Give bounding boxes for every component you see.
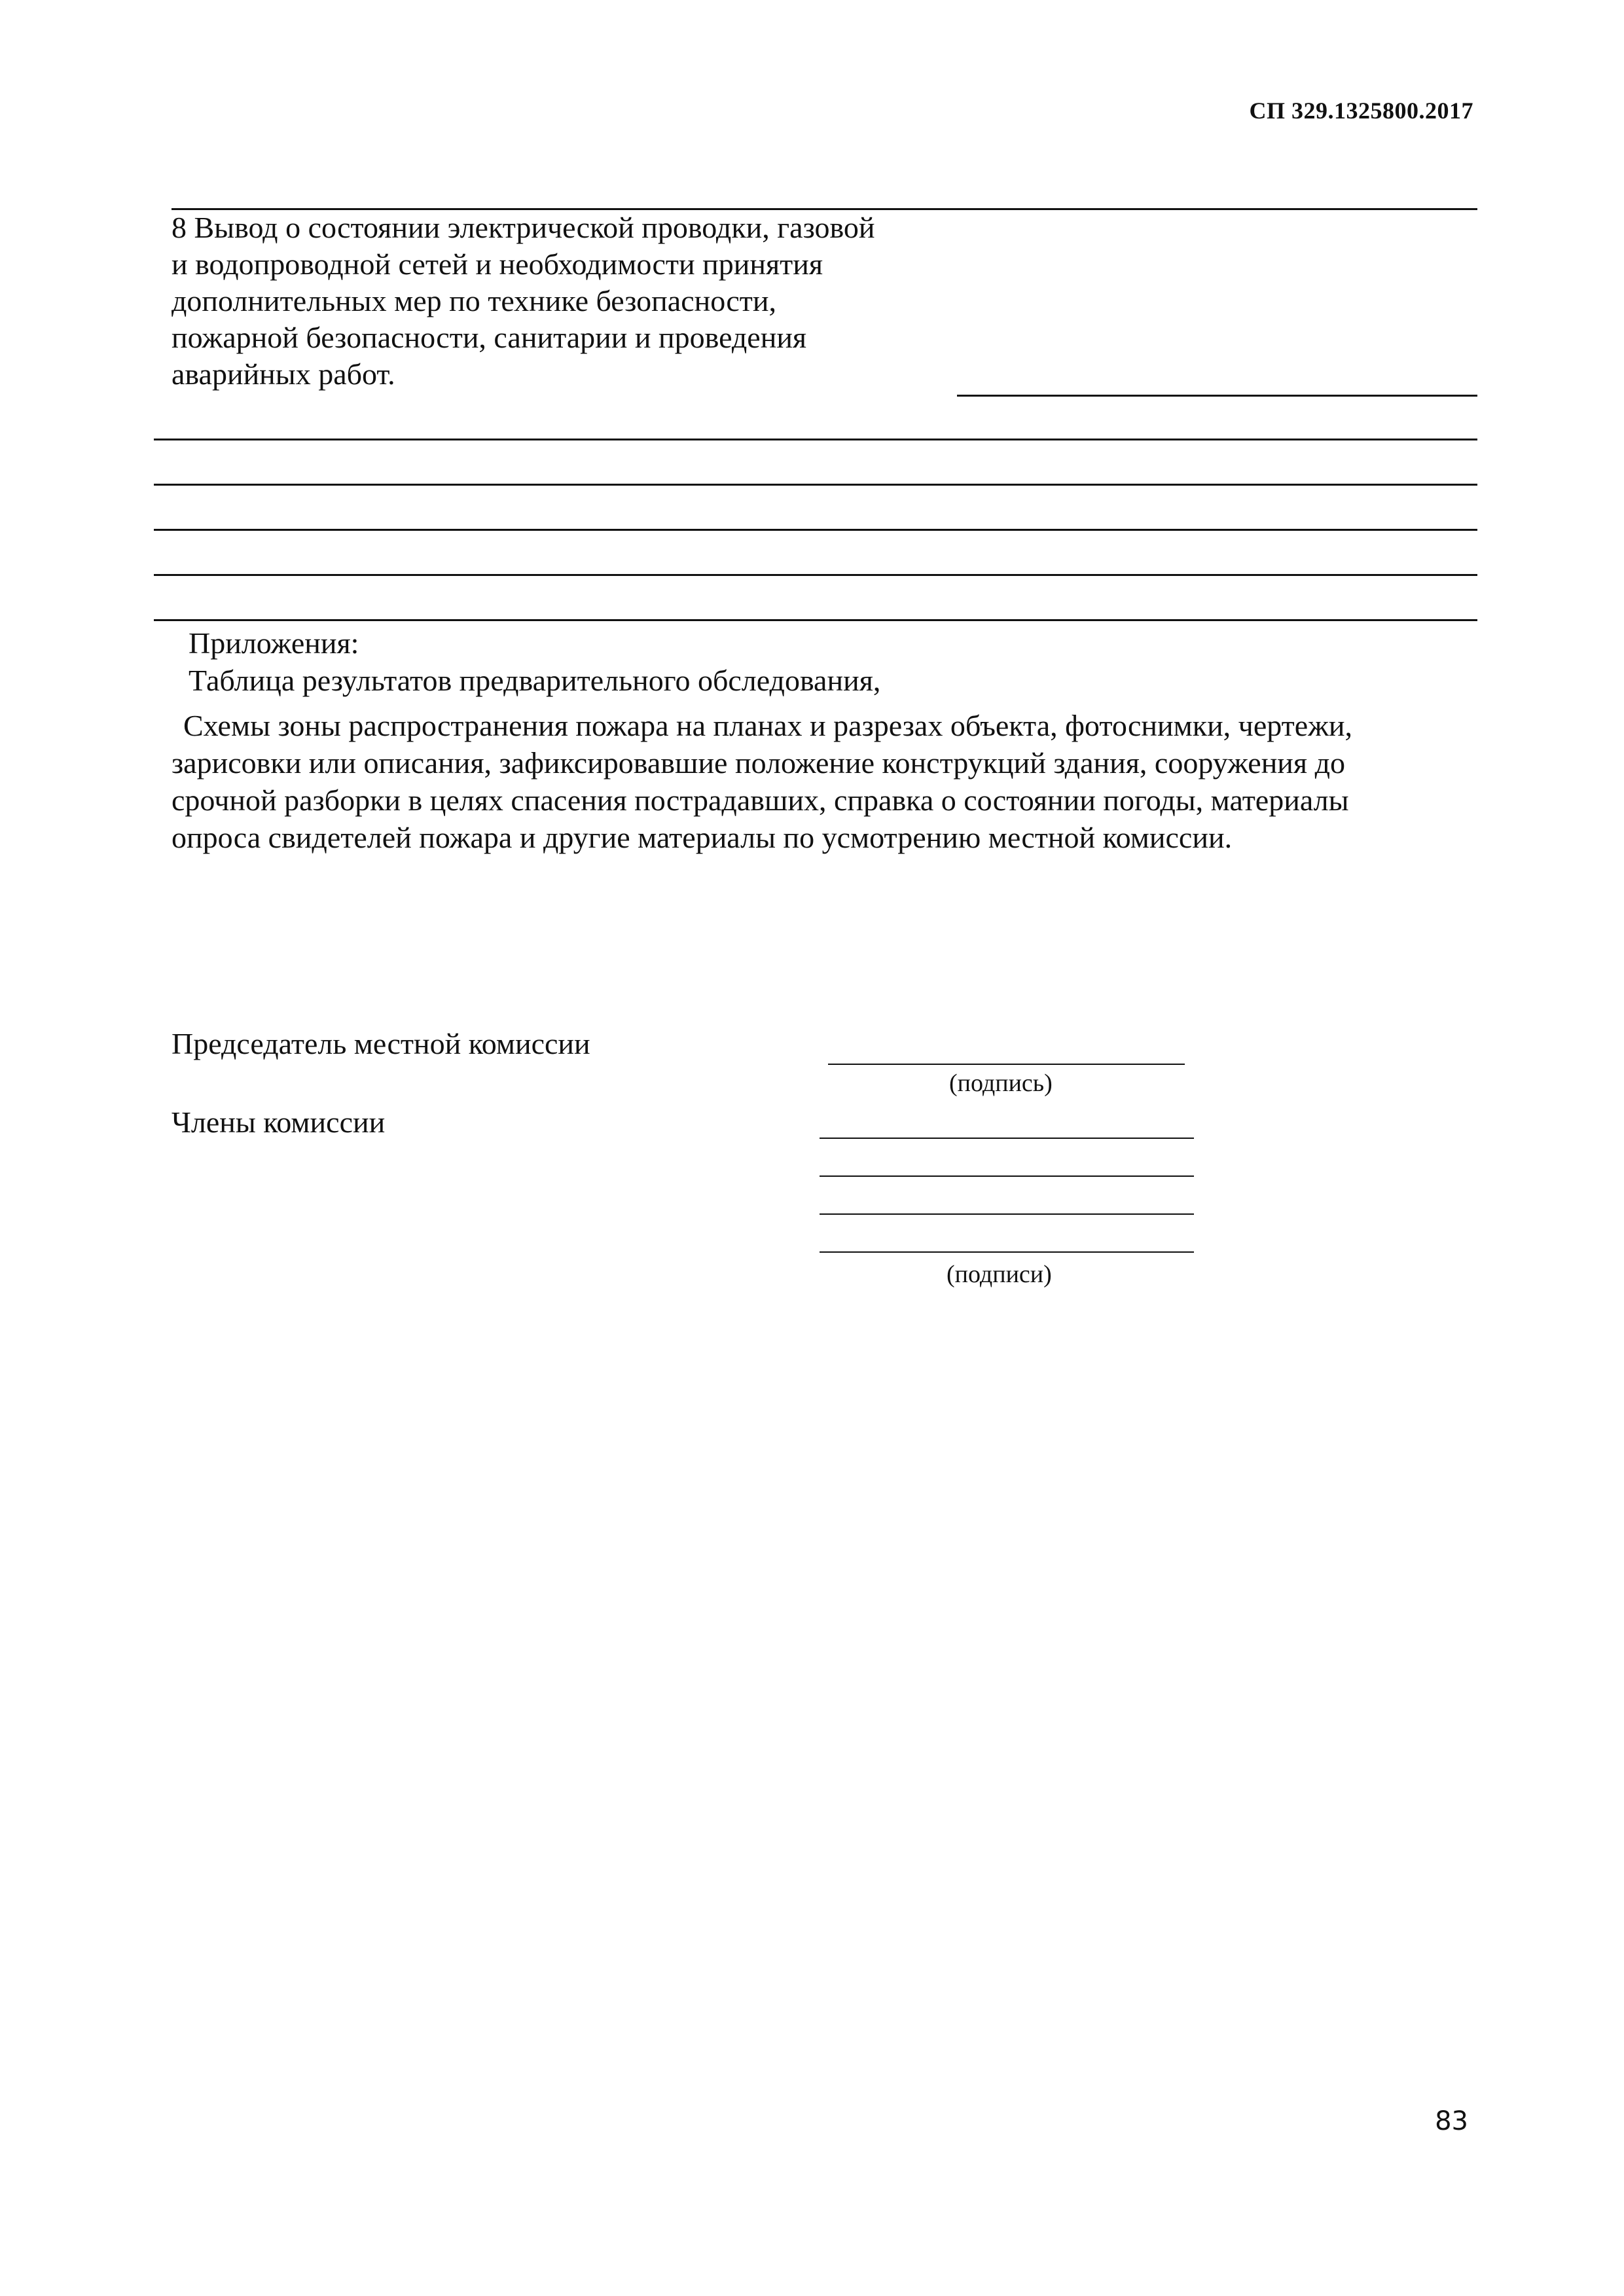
appendix-heading: Приложения: <box>189 626 359 660</box>
answer-line <box>154 439 1477 440</box>
section-8-text <box>171 209 977 393</box>
chairman-label: Председатель местной комиссии <box>171 1027 590 1060</box>
chairman-signature-line <box>828 1064 1185 1065</box>
section-8-line: пожарной безопасности, санитарии и проведения <box>171 321 807 354</box>
answer-line <box>957 395 1477 397</box>
section-8-line: 8 Вывод о состоянии электрической проводки, газовой <box>171 211 875 244</box>
member-signature-line <box>820 1251 1194 1253</box>
member-signature-line <box>820 1213 1194 1215</box>
appendix-item-line: срочной разборки в целях спасения пострадавших, справка о состоянии погоды, материалы <box>171 783 1349 817</box>
chairman-signature-caption: (подпись) <box>949 1069 1053 1097</box>
members-signature-caption: (подписи) <box>947 1261 1052 1288</box>
section-8-line: дополнительных мер по технике безопасности, <box>171 284 777 317</box>
section-8-line: и водопроводной сетей и необходимости принятия <box>171 247 823 281</box>
answer-line <box>154 574 1477 576</box>
page-number: 83 <box>1435 2106 1468 2136</box>
answer-line <box>154 619 1477 621</box>
appendix-block <box>171 624 1507 856</box>
member-signature-line <box>820 1175 1194 1177</box>
appendix-item-line: Схемы зоны распространения пожара на планах и разрезах объекта, фотоснимки, чертежи, <box>183 709 1353 742</box>
answer-line <box>154 484 1477 486</box>
appendix-item-line: зарисовки или описания, зафиксировавшие положение конструкций здания, сооружения до <box>171 746 1345 780</box>
members-label: Члены комиссии <box>171 1105 386 1139</box>
appendix-item-line: опроса свидетелей пожара и другие материалы по усмотрению местной комиссии. <box>171 821 1233 854</box>
answer-line <box>154 529 1477 531</box>
section-8-line: аварийных работ. <box>171 357 395 391</box>
document-code: СП 329.1325800.2017 <box>1249 98 1473 124</box>
member-signature-line <box>820 1138 1194 1139</box>
appendix-item-table: Таблица результатов предварительного обследования, <box>189 664 881 697</box>
